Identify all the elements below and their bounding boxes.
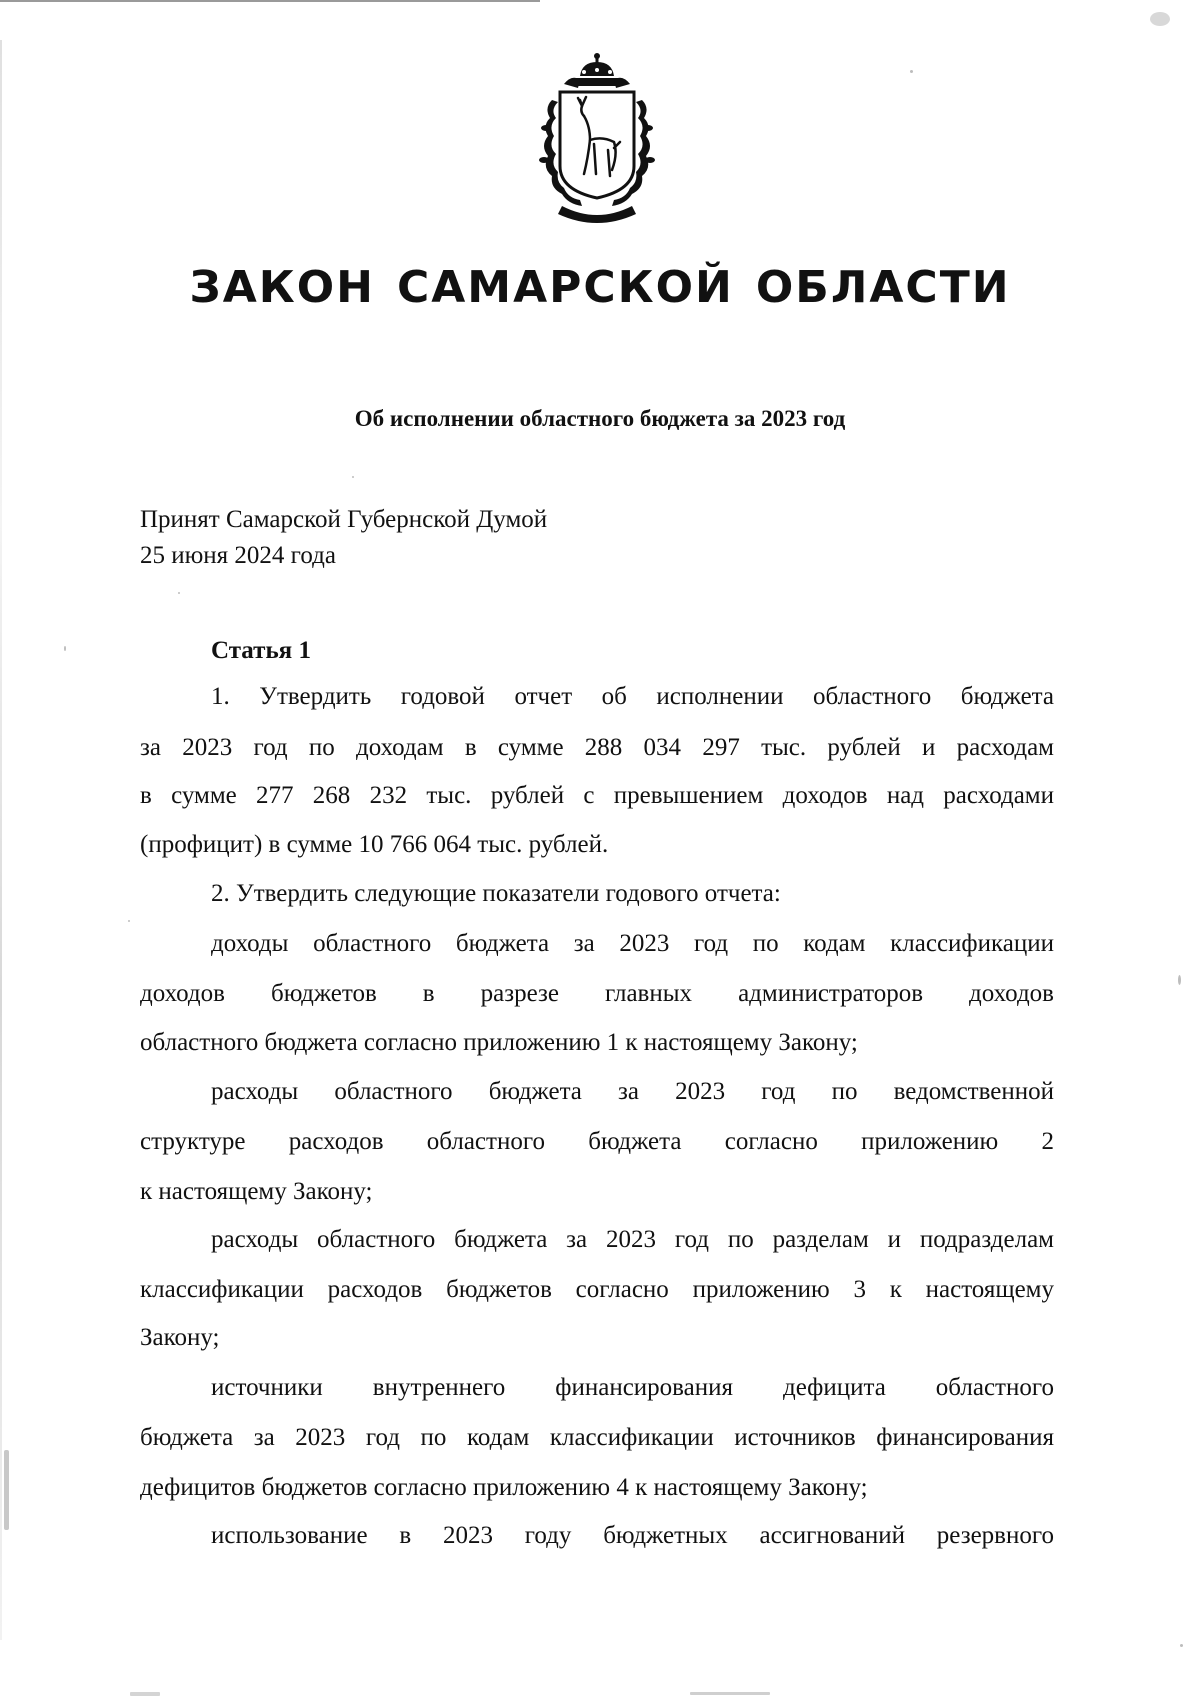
text-line: Закону; <box>140 1324 220 1351</box>
article-heading: Статья 1 <box>211 637 311 664</box>
text-line: к настоящему Закону; <box>140 1178 373 1205</box>
text-line: доходы областного бюджета за 2023 год по кодам классификации <box>211 930 1054 957</box>
scan-speck <box>128 920 130 922</box>
text-line: расходы областного бюджета за 2023 год по разделам и подразделам <box>211 1226 1054 1253</box>
text-line: дефицитов бюджетов согласно приложению 4 к настоящему Закону; <box>140 1474 868 1501</box>
scan-speck <box>4 1450 9 1530</box>
scan-speck <box>910 70 913 73</box>
text-line: структуре расходов областного бюджета согласно приложению 2 <box>140 1128 1054 1155</box>
scan-speck <box>130 1692 160 1696</box>
text-line: за 2023 год по доходам в сумме 288 034 297 тыс. рублей и расходам <box>140 734 1054 761</box>
scan-speck <box>1178 975 1181 985</box>
document-subtitle: Об исполнении областного бюджета за 2023 год <box>354 406 846 431</box>
text-line: 1. Утвердить годовой отчет об исполнении областного бюджета <box>211 683 1054 710</box>
adopted-date: 25 июня 2024 года <box>140 542 336 569</box>
scan-speck <box>352 476 354 478</box>
scan-speck <box>64 646 66 651</box>
ribbon-icon <box>558 206 636 223</box>
text-line: в сумме 277 268 232 тыс. рублей с превышением доходов над расходами <box>140 782 1054 809</box>
scan-speck <box>690 1692 770 1695</box>
scan-speck <box>1180 1644 1183 1647</box>
scan-artifact-line <box>0 0 540 2</box>
scan-speck <box>178 592 180 594</box>
coat-of-arms-emblem <box>522 48 672 228</box>
crown-icon <box>564 53 630 88</box>
text-line: доходов бюджетов в разрезе главных администраторов доходов <box>140 980 1054 1007</box>
text-line: расходы областного бюджета за 2023 год по ведомственной <box>211 1078 1054 1105</box>
shield-icon <box>560 92 634 198</box>
adopted-by: Принят Самарской Губернской Думой <box>140 506 548 533</box>
text-line: источники внутреннего финансирования дефицита областного <box>211 1374 1054 1401</box>
text-line: областного бюджета согласно приложению 1 к настоящему Закону; <box>140 1029 858 1056</box>
text-line: 2. Утвердить следующие показатели годового отчета: <box>211 880 781 907</box>
text-line: классификации расходов бюджетов согласно приложению 3 к настоящему <box>140 1276 1054 1303</box>
document-title: ЗАКОН САМАРСКОЙ ОБЛАСТИ <box>189 262 1011 313</box>
scan-speck <box>1150 12 1170 26</box>
adoption-block <box>140 502 547 574</box>
text-line: использование в 2023 году бюджетных ассигнований резервного <box>211 1522 1054 1549</box>
text-line: бюджета за 2023 год по кодам классификации источников финансирования <box>140 1424 1054 1451</box>
text-line: (профицит) в сумме 10 766 064 тыс. рублей. <box>140 831 609 858</box>
